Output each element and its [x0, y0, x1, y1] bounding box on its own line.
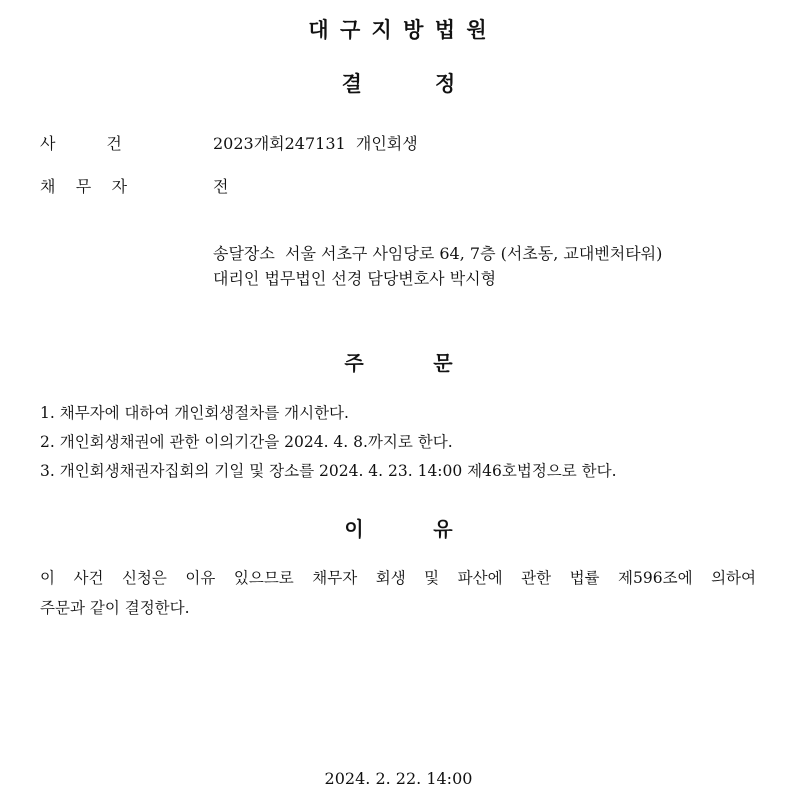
case-label: 사 건 [40, 134, 122, 153]
debtor-name-value: 전 [213, 177, 229, 196]
reason-paragraph [40, 568, 756, 618]
decision-date: 2024. 2. 22. 14:00 [324, 769, 473, 788]
order-item-2: 2. 개인회생채권에 관한 이의기간을 2024. 4. 8.까지로 한다. [40, 433, 453, 451]
order-heading: 주 문 [344, 351, 453, 375]
document-type-heading: 결 정 [341, 72, 456, 96]
reason-line-2: 주문과 같이 결정한다. [40, 599, 190, 617]
court-name-title: 대 구 지 방 법 원 [308, 18, 489, 42]
order-item-1: 1. 채무자에 대하여 개인회생절차를 개시한다. [40, 404, 349, 422]
case-number-value: 2023개회247131 개인회생 [213, 134, 418, 153]
service-address-line: 송달장소 서울 서초구 사임당로 64, 7층 (서초동, 교대벤처타워) [213, 244, 663, 263]
order-item-3: 3. 개인회생채권자집회의 기일 및 장소를 2024. 4. 23. 14:00 제46호법정으로 한다. [40, 462, 617, 480]
reason-line-1: 이 사건 신청은 이유 있으므로 채무자 회생 및 파산에 관한 법률 제596조에 의하여 [40, 569, 756, 587]
legal-agent-line: 대리인 법무법인 선경 담당변호사 박시형 [213, 269, 497, 288]
debtor-label: 채 무 자 [40, 177, 128, 196]
reason-heading: 이 유 [344, 517, 453, 541]
